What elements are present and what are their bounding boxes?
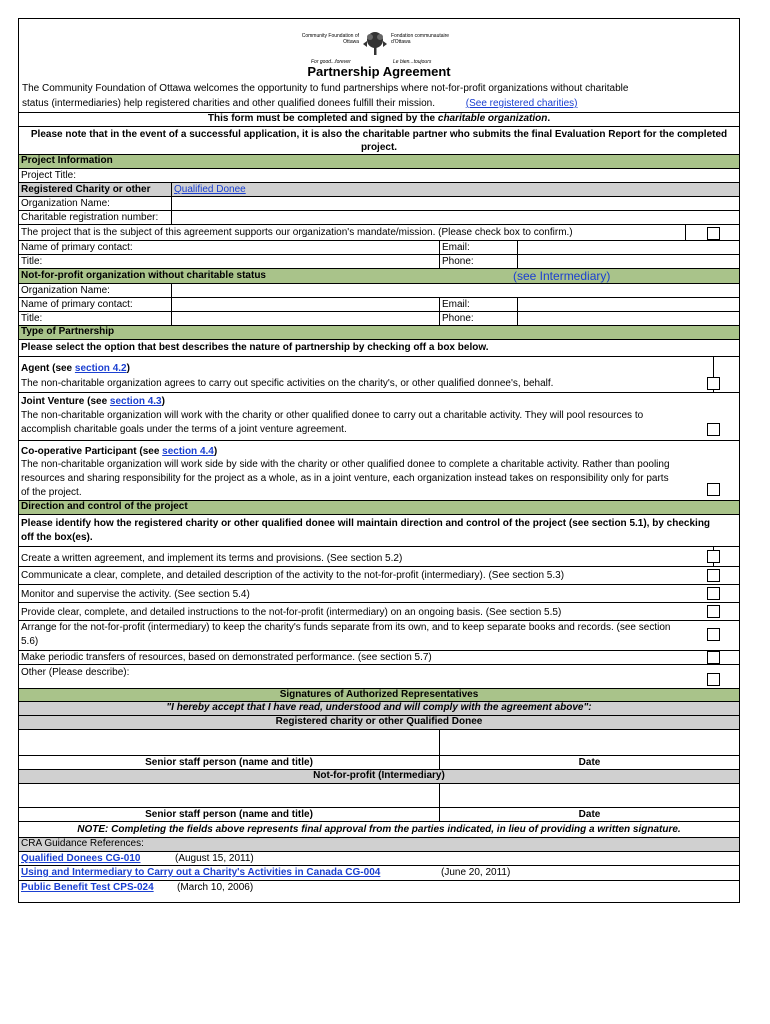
- cooperative-checkbox[interactable]: [707, 483, 720, 496]
- org-name-label: Organization Name:: [21, 198, 110, 209]
- cra-ref-1: [19, 852, 739, 866]
- cra-ref-2: [19, 866, 739, 881]
- nfp-intermediary-label: Not-for-profit (Intermediary): [19, 770, 739, 784]
- other-checkbox[interactable]: [707, 673, 720, 686]
- project-title-label: Project Title:: [21, 170, 77, 181]
- project-info-header: Project Information: [19, 155, 739, 169]
- cooperative-option: [19, 441, 739, 501]
- nfp-signature-field[interactable]: [19, 784, 439, 807]
- logo-text-fr: Fondation communautaire d'Ottawa: [391, 33, 450, 45]
- direction-header: Direction and control of the project: [19, 501, 739, 515]
- nfp-date-field[interactable]: [439, 784, 739, 807]
- registered-charity-header: [19, 183, 739, 197]
- direction-item-communicate: [19, 567, 739, 585]
- nfp-org-field[interactable]: [171, 284, 739, 297]
- nfp-header-text: Not-for-profit organization without charitable status: [21, 270, 266, 281]
- registered-charities-link[interactable]: (See registered charities): [465, 98, 578, 109]
- type-instruction: Please select the option that best describes the nature of partnership by checking off a box below.: [19, 340, 739, 357]
- project-title-row: [19, 169, 739, 183]
- logo-slogan-fr: Le bien...toujours: [393, 59, 432, 65]
- accept-statement: "I hereby accept that I have read, understood and will comply with the agreement above":: [19, 702, 739, 716]
- ref2-date: (June 20, 2011): [441, 867, 511, 878]
- direction-item-text: Communicate a clear, complete, and detailed description of the activity to the not-for-profit (intermediary). (See section 5.3): [21, 570, 565, 581]
- form-header: [19, 19, 739, 113]
- nfp-contact-row: [19, 298, 739, 312]
- title-label: Title:: [21, 256, 43, 267]
- staff-caption-2: Senior staff person (name and title): [145, 809, 313, 820]
- coop-title: [21, 446, 217, 457]
- mandate-text: The project that is the subject of this agreement supports our organization's mandate/mission. (Please check box to confirm.): [21, 227, 573, 238]
- nfp-contact-label: Name of primary contact:: [21, 299, 133, 310]
- registered-charity-label: Registered Charity or other: [21, 184, 151, 195]
- direction-item-text: Create a written agreement, and implement its terms and provisions. (See section 5.2): [21, 553, 403, 564]
- jv-title-close: ): [161, 396, 165, 407]
- written-agreement-checkbox[interactable]: [707, 550, 720, 563]
- foundation-logo: [19, 19, 739, 65]
- phone-field[interactable]: [517, 255, 739, 268]
- title-row: [19, 255, 739, 269]
- joint-venture-checkbox[interactable]: [707, 423, 720, 436]
- nfp-org-row: [19, 284, 739, 298]
- section-4-4-link[interactable]: section 4.4: [162, 446, 214, 457]
- charitable-reg-row: [19, 211, 739, 225]
- email-label: Email:: [439, 241, 517, 254]
- coop-description-2: resources and sharing responsibility for the project as a whole, as in a joint venture, each organization instead takes on responsibility only for parts: [21, 473, 669, 484]
- rc-signature-field[interactable]: [19, 730, 439, 755]
- mandate-row: [19, 225, 739, 241]
- rc-signature-row: [19, 730, 739, 756]
- cra-references-label: CRA Guidance References:: [19, 838, 739, 852]
- logo-slogan-en: For good...forever: [311, 59, 351, 65]
- direction-instruction: [19, 515, 739, 547]
- org-name-row: [19, 197, 739, 211]
- qualified-donees-link[interactable]: Qualified Donees CG-010: [21, 853, 141, 864]
- separate-funds-checkbox[interactable]: [707, 628, 720, 641]
- direction-item-periodic: [19, 651, 739, 665]
- direction-item-written-agreement: [19, 547, 739, 567]
- nfp-email-field[interactable]: [517, 298, 739, 311]
- phone-label: Phone:: [439, 255, 517, 268]
- mandate-checkbox[interactable]: [707, 227, 720, 240]
- agent-title-close: ): [126, 363, 130, 374]
- final-report-note: Please note that in the event of a successful application, it is also the charitable partner who submits the final Evaluation Report for the completed project.: [19, 127, 739, 155]
- ref3-date: (March 10, 2006): [177, 882, 254, 893]
- rc-donee-label: Registered charity or other Qualified Donee: [19, 716, 739, 730]
- signatures-header: Signatures of Authorized Representatives: [19, 689, 739, 702]
- type-header: Type of Partnership: [19, 326, 739, 340]
- nfp-caption-row: [19, 808, 739, 822]
- communicate-checkbox[interactable]: [707, 569, 720, 582]
- intro-line-2-text: status (intermediaries) help registered charities and other qualified donees fulfill their mission.: [22, 98, 435, 109]
- jv-description-1: The non-charitable organization will work with the charity or other qualified donee to carry out a charitable activity. They will pool resources to: [21, 410, 644, 421]
- joint-venture-option: [19, 393, 739, 441]
- must-prefix: This form must be completed and signed by the: [207, 113, 438, 124]
- rc-caption-row: [19, 756, 739, 770]
- logo-text-en: Community Foundation of Ottawa: [301, 33, 359, 45]
- agent-checkbox[interactable]: [707, 377, 720, 390]
- date-caption-2: Date: [439, 808, 739, 821]
- ref1-date: (August 15, 2011): [175, 853, 254, 864]
- intro-line-1: The Community Foundation of Ottawa welcomes the opportunity to fund partnerships where not-for-profit organizations without charitable: [22, 83, 629, 94]
- qd-cell: [171, 183, 739, 196]
- coop-title-text: Co-operative Participant (see: [21, 446, 163, 457]
- nfp-title-row: [19, 312, 739, 326]
- nfp-contact-field[interactable]: [171, 298, 439, 311]
- section-4-3-link[interactable]: section 4.3: [109, 396, 162, 407]
- contact-label: Name of primary contact:: [21, 242, 133, 253]
- agent-description: The non-charitable organization agrees to carry out specific activities on the charity's, or other qualified donnee's, behalf.: [21, 378, 554, 389]
- see-intermediary-link[interactable]: (see Intermediary): [513, 269, 611, 283]
- direction-item-text-cont: 5.6): [21, 636, 39, 647]
- tree-logo-icon: [363, 31, 387, 57]
- nfp-phone-field[interactable]: [517, 312, 739, 325]
- must-emph: charitable organization: [437, 113, 548, 124]
- direction-item-instructions: [19, 603, 739, 621]
- direction-item-monitor: [19, 585, 739, 603]
- page-title: Partnership Agreement: [307, 64, 451, 79]
- direction-item-text: Arrange for the not-for-profit (intermediary) to keep the charity's funds separate from its own, and to keep separate books and records. (see section: [21, 622, 671, 633]
- public-benefit-link[interactable]: Public Benefit Test CPS-024: [21, 882, 154, 893]
- charitable-reg-field[interactable]: [171, 211, 739, 224]
- direction-item-text: Monitor and supervise the activity. (See section 5.4): [21, 589, 250, 600]
- qualified-donee-link[interactable]: Qualified Donee: [174, 184, 246, 195]
- org-name-field[interactable]: [171, 197, 739, 210]
- using-intermediary-link[interactable]: Using and Intermediary to Carry out a Charity's Activities in Canada CG-004: [21, 867, 381, 878]
- agent-option: [19, 357, 739, 393]
- agent-title-text: Agent (see: [21, 363, 75, 374]
- direction-item-text: Make periodic transfers of resources, based on demonstrated performance. (see section 5.7): [21, 652, 432, 663]
- must-complete-notice: [19, 113, 739, 127]
- nfp-phone-label: Phone:: [439, 312, 517, 325]
- direction-instruction-2: off the box(es).: [21, 532, 93, 543]
- direction-item-text: Other (Please describe):: [21, 667, 130, 678]
- email-field[interactable]: [517, 241, 739, 254]
- direction-item-text: Provide clear, complete, and detailed instructions to the not-for-profit (intermediary) on an ongoing basis. (See section 5.5): [21, 607, 562, 618]
- nfp-title-label: Title:: [21, 313, 43, 324]
- coop-description-1: The non-charitable organization will work side by side with the charity or other qualified donee to complete a charitable activity. Rather than pooling: [21, 459, 670, 470]
- must-suffix: .: [547, 113, 551, 124]
- staff-caption-1: Senior staff person (name and title): [145, 757, 313, 768]
- direction-item-separate-funds: [19, 621, 739, 651]
- partnership-agreement-form: [18, 18, 740, 903]
- rc-date-field[interactable]: [439, 730, 739, 755]
- nfp-org-label: Organization Name:: [21, 285, 110, 296]
- instructions-checkbox[interactable]: [707, 605, 720, 618]
- cra-ref-3: [19, 881, 739, 895]
- direction-item-other: [19, 665, 739, 689]
- contact-row: [19, 241, 739, 255]
- nfp-signature-row: [19, 784, 739, 808]
- nfp-title-field[interactable]: [171, 312, 439, 325]
- monitor-checkbox[interactable]: [707, 587, 720, 600]
- section-4-2-link[interactable]: section 4.2: [74, 363, 127, 374]
- intro-line-2: [22, 98, 577, 109]
- nfp-link-cell: [511, 269, 612, 283]
- coop-title-close: ): [213, 446, 218, 457]
- final-note: NOTE: Completing the fields above represents final approval from the parties indicated, in lieu of providing a written signature.: [19, 822, 739, 838]
- direction-instruction-1: Please identify how the registered charity or other qualified donee will maintain direction and control of the project (see section 5.1), by checking: [21, 518, 711, 529]
- periodic-checkbox[interactable]: [707, 651, 720, 664]
- charitable-reg-label: Charitable registration number:: [21, 212, 159, 223]
- date-caption-1: Date: [439, 756, 739, 769]
- nfp-header: [19, 269, 739, 284]
- nfp-email-label: Email:: [439, 298, 517, 311]
- jv-title: [21, 396, 165, 407]
- agent-title: [21, 363, 130, 374]
- jv-description-2: accomplish charitable goals under the terms of a joint venture agreement.: [21, 424, 347, 435]
- coop-description-3: of the project.: [21, 487, 82, 498]
- jv-title-text: Joint Venture (see: [21, 396, 110, 407]
